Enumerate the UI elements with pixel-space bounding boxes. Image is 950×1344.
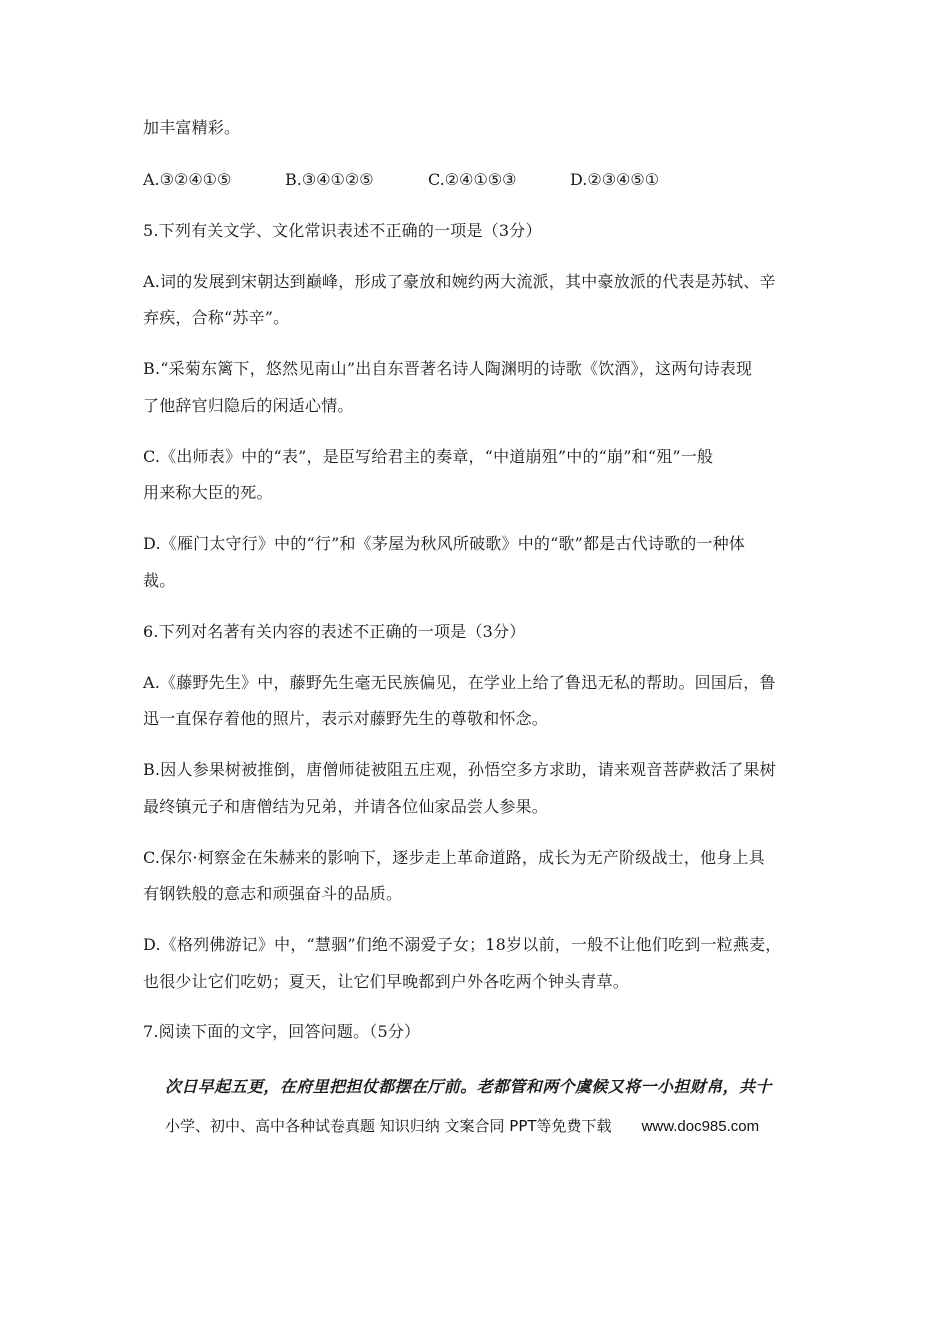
q5-option-a-line1: A.词的发展到宋朝达到巅峰，形成了豪放和婉约两大流派，其中豪放派的代表是苏轼、辛: [143, 272, 776, 291]
q6-option-c-line2: 有钢铁般的意志和顽强奋斗的品质。: [143, 884, 403, 903]
q5-option-d-line1: D.《雁门太守行》中的“行”和《茅屋为秋风所破歌》中的“歌”都是古代诗歌的一种体: [143, 534, 746, 553]
option-b: B.③④①②⑤: [285, 170, 374, 189]
footer-url: www.doc985.com: [641, 1118, 760, 1135]
q6-option-a-line1: A.《藤野先生》中，藤野先生毫无民族偏见，在学业上给了鲁迅无私的帮助。回国后，鲁: [143, 673, 776, 692]
question-7-title: 7.阅读下面的文字，回答问题。（5分）: [143, 1022, 421, 1041]
continuation-line: 加丰富精彩。: [143, 118, 241, 137]
q6-option-b-line2: 最终镇元子和唐僧结为兄弟，并请各位仙家品尝人参果。: [143, 797, 549, 816]
q6-option-c-line1: C.保尔·柯察金在朱赫来的影响下，逐步走上革命道路，成长为无产阶级战士，他身上具: [143, 848, 765, 867]
question-6-title: 6.下列对名著有关内容的表述不正确的一项是（3分）: [143, 622, 526, 641]
q6-option-d-line1: D.《格列佛游记》中，“慧骃”们绝不溺爱子女；18岁以前，一般不让他们吃到一粒燕麦，: [143, 935, 782, 954]
q5-option-c-line2: 用来称大臣的死。: [143, 483, 273, 502]
q5-option-c-line1: C.《出师表》中的“表”，是臣写给君主的奏章，“中道崩殂”中的“崩”和“殂”一般: [143, 447, 714, 466]
footer-text: 小学、初中、高中各种试卷真题 知识归纳 文案合同 PPT等免费下载: [165, 1117, 612, 1135]
q6-option-d-line2: 也很少让它们吃奶；夏天，让它们早晚都到户外各吃两个钟头青草。: [143, 972, 630, 991]
q6-option-a-line2: 迅一直保存着他的照片，表示对藤野先生的尊敬和怀念。: [143, 709, 549, 728]
reading-passage-line1: 次日早起五更，在府里把担仗都摆在厅前。老都管和两个虞候又将一小担财帛，共十: [165, 1077, 772, 1096]
q6-option-b-line1: B.因人参果树被推倒，唐僧师徒被阻五庄观，孙悟空多方求助，请来观音菩萨救活了果树: [143, 760, 776, 779]
question-5-title: 5.下列有关文学、文化常识表述不正确的一项是（3分）: [143, 221, 542, 240]
page-footer: [165, 1116, 825, 1137]
option-d: D.②③④⑤①: [570, 170, 660, 189]
q5-option-a-line2: 弃疾，合称“苏辛”。: [143, 308, 290, 327]
q5-option-b-line2: 了他辞官归隐后的闲适心情。: [143, 396, 354, 415]
answer-options-q4: [143, 170, 823, 190]
q5-option-b-line1: B.“采菊东篱下，悠然见南山”出自东晋著名诗人陶渊明的诗歌《饮酒》，这两句诗表现: [143, 359, 753, 378]
q5-option-d-line2: 裁。: [143, 571, 176, 590]
option-c: C.②④①⑤③: [428, 170, 517, 189]
option-a: A.③②④①⑤: [143, 170, 232, 189]
